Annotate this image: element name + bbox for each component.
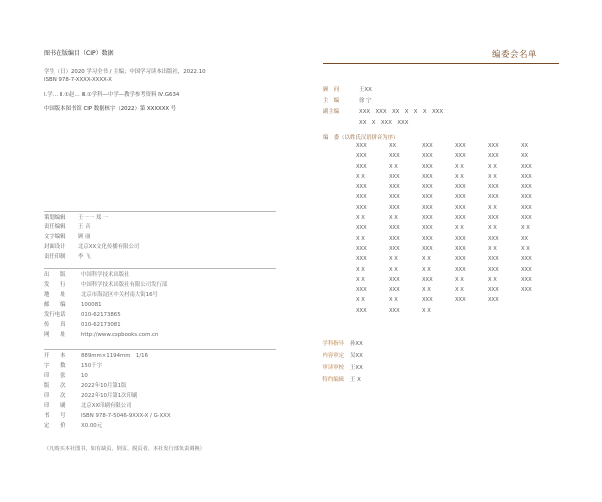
staff-row: 责任编辑 王 音 bbox=[44, 224, 91, 230]
tail-role-row: 特约编辑 王 X bbox=[322, 377, 361, 383]
staff-row: 策划编辑 王一一 郑 一 bbox=[44, 215, 109, 221]
print-row: 开 本 889mm×1194mm 1/16 bbox=[44, 353, 149, 359]
tail-role-row: 审读审校 王XX bbox=[322, 365, 363, 371]
publisher-row: 传 真 010-62173081 bbox=[44, 322, 121, 328]
publisher-row: 出 版 中国科学技术出版社 bbox=[44, 272, 130, 278]
tail-role-row: 内容审定 吴XX bbox=[322, 353, 363, 359]
committee-row: XXX X X XXX X X X X XXX bbox=[356, 163, 532, 170]
role-row: 主 编 徐 宁 bbox=[323, 98, 372, 104]
publisher-row: 网 址 http://www.cspbooks.com.cn bbox=[44, 332, 159, 338]
committee-row: XXX XXX XXX XXX X X XXX bbox=[356, 204, 532, 211]
cip-line: Ⅰ.学… Ⅱ.①赵… Ⅲ.①学科—中学—教学参考资料 Ⅳ.G634 bbox=[44, 92, 180, 98]
committee-list bbox=[356, 141, 548, 316]
role-row: 副主编 XXX XXX XX X X X XXX bbox=[323, 109, 444, 115]
print-row: 书 号 ISBN 978-7-5046-9XXX-X / G·XXX bbox=[44, 413, 171, 419]
print-row: 字 数 150千字 bbox=[44, 363, 103, 369]
divider bbox=[44, 268, 276, 269]
committee-row: X X XXX XXX X X X X XXX bbox=[356, 173, 532, 180]
copyright-page bbox=[0, 0, 300, 502]
cip-line: 学生（日）2020 学习全书 / 主编；中国学习读本出版社，2022.10 bbox=[44, 69, 206, 75]
print-row: 印 张 10 bbox=[44, 373, 88, 379]
committee-row: XXX X X X X XXX XXX XXX bbox=[356, 256, 532, 263]
role-row: XX X XXX XXX bbox=[359, 120, 409, 126]
tail-role-row: 学科指导 孙XX bbox=[322, 341, 363, 347]
staff-row: 封面设计 北京XX文化传播有限公司 bbox=[44, 244, 140, 250]
committee-row: X X X X X X XXX XXX XXX bbox=[356, 266, 532, 273]
publisher-row: 邮 编 100081 bbox=[44, 302, 102, 308]
committee-row: XXX XXX XXX XXX XXX XXX bbox=[356, 184, 532, 191]
committee-row: XXX XXX XXX XXX X X X X bbox=[356, 245, 530, 252]
committee-row: XXX XXX XXX XXX XXX XXX bbox=[356, 194, 532, 201]
divider bbox=[44, 349, 276, 350]
title-rule bbox=[323, 63, 559, 64]
cip-line: ISBN 978-7-XXXX-XXXX-X bbox=[44, 77, 112, 83]
print-row: 版 次 2022年10月第1版 bbox=[44, 383, 127, 389]
cip-line: 中国版本图书馆 CIP 数据核字（2022）第 XXXXXX 号 bbox=[44, 106, 177, 112]
page-title: 编委会名单 bbox=[492, 50, 538, 60]
footnote: （凡购买本社图书，如有缺页、倒页、脱页者，本社发行部负责调换） bbox=[44, 446, 205, 452]
committee-row: XXX XXX X X X X XXX XXX bbox=[356, 287, 532, 294]
divider bbox=[44, 211, 276, 212]
committee-row: XXX XXX X X bbox=[356, 307, 431, 314]
publisher-row: 地 址 北京市海淀区中关村南大街16号 bbox=[44, 292, 158, 298]
staff-row: 责任印制 李 飞 bbox=[44, 254, 91, 260]
role-row: 顾 问 王XX bbox=[323, 87, 372, 93]
cip-header: 图书在版编目（CIP）数据 bbox=[44, 50, 114, 57]
committee-row: XXX XXX XXX X X X X X X bbox=[356, 225, 530, 232]
committee-row: X X X X XXX XXX XXX XXX bbox=[356, 215, 532, 222]
committee-row: X X XXX XXX XXX XXX XX bbox=[356, 235, 529, 242]
committee-label: 编 委（以姓氏汉语拼音为序） bbox=[323, 135, 399, 141]
staff-row: 文字编辑 顾 丽 bbox=[44, 234, 91, 240]
publisher-row: 发行电话 010-62173865 bbox=[44, 312, 121, 318]
committee-row: X X XXX XXX X X X X XXX bbox=[356, 276, 532, 283]
publisher-row: 发 行 中国科学技术出版社有限公司发行部 bbox=[44, 282, 168, 288]
print-row: 定 价 X0.00元 bbox=[44, 423, 103, 429]
print-row: 印 次 2022年10月第1次印刷 bbox=[44, 393, 138, 399]
print-row: 印 刷 北京XX印刷有限公司 bbox=[44, 403, 132, 409]
committee-row: X X X X XXX XXX XXX bbox=[356, 297, 499, 304]
committee-row: XXX XX XXX XXX XXX XX bbox=[356, 143, 529, 149]
committee-row: XXX XXX XXX XXX XXX XX bbox=[356, 153, 529, 160]
